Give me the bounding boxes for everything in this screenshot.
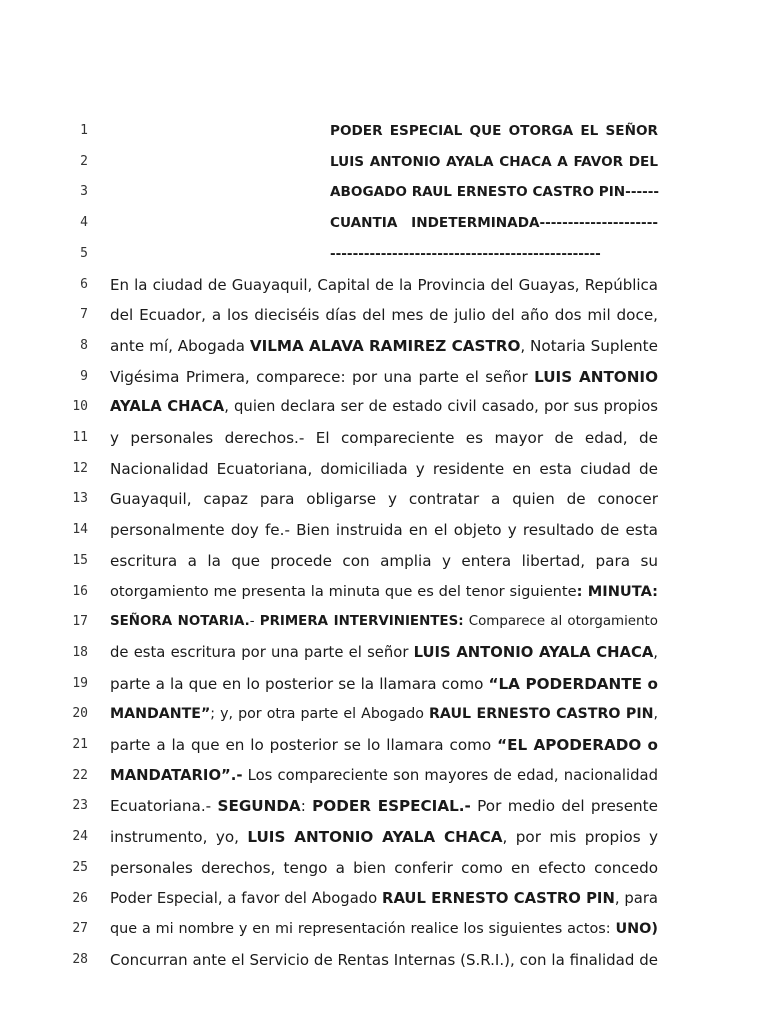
title-line: ------------------------------------------------ <box>330 245 601 262</box>
body-line <box>110 427 658 449</box>
text-run: : <box>300 797 313 816</box>
line-number: 3 <box>80 184 88 200</box>
document-line <box>0 761 768 792</box>
bold-text: SEÑORA NOTARIA. <box>110 614 250 630</box>
line-number: 22 <box>72 767 88 783</box>
document-line <box>0 270 768 301</box>
body-line <box>110 611 658 633</box>
line-number: 17 <box>72 614 88 630</box>
body-line <box>110 488 658 510</box>
body-line <box>110 857 658 879</box>
text-run: instrumento, yo, <box>110 828 248 847</box>
text-run: , quien declara ser de estado civil casado, por sus propios <box>224 398 658 416</box>
line-number: 15 <box>72 552 88 568</box>
line-number: 20 <box>72 706 88 722</box>
line-number: 16 <box>72 583 88 599</box>
line-number: 18 <box>72 644 88 660</box>
document-line <box>0 822 768 853</box>
body-line <box>110 366 658 388</box>
text-run: y personales derechos.- El compareciente es mayor de edad, de <box>110 429 658 447</box>
line-number: 12 <box>72 460 88 476</box>
document-line <box>0 423 768 454</box>
line-number: 13 <box>72 491 88 507</box>
line-number: 27 <box>72 921 88 937</box>
text-run: parte a la que en lo posterior se la llamara como <box>110 674 489 693</box>
bold-text: MANDATARIO”.- <box>110 766 243 784</box>
document-line <box>0 730 768 761</box>
text-run: Poder Especial, a favor del Abogado <box>110 889 383 907</box>
line-number: 26 <box>72 890 88 906</box>
document-line <box>0 147 768 178</box>
document-line <box>0 853 768 884</box>
text-run: Guayaquil, capaz para obligarse y contratar a quien de conocer <box>110 490 658 509</box>
body-line <box>110 335 658 357</box>
line-number: 28 <box>72 951 88 967</box>
document-line <box>0 546 768 577</box>
body-line <box>110 826 658 848</box>
document-line <box>0 515 768 546</box>
line-number: 7 <box>80 307 88 323</box>
text-run: del Ecuador, a los dieciséis días del mes de julio del año dos mil doce, <box>110 306 658 325</box>
body-line <box>110 519 658 541</box>
title-line: CUANTIA INDETERMINADA--------------------- <box>330 215 658 232</box>
line-number: 10 <box>72 399 88 415</box>
bold-text: PRIMERA INTERVINIENTES: <box>259 614 464 630</box>
bold-text: : MINUTA: <box>576 582 658 600</box>
line-number: 5 <box>80 245 88 261</box>
line-number: 9 <box>80 368 88 384</box>
document-line <box>0 300 768 331</box>
body-line <box>110 304 658 326</box>
bold-text: “EL APODERADO o <box>497 736 658 754</box>
text-run: ; y, por otra parte el Abogado <box>210 706 429 723</box>
line-number: 14 <box>72 522 88 538</box>
bold-text: LUIS ANTONIO AYALA CHACA <box>413 643 654 661</box>
text-run: Nacionalidad Ecuatoriana, domiciliada y residente en esta ciudad de <box>110 459 658 478</box>
line-number: 19 <box>72 675 88 691</box>
line-number: 8 <box>80 337 88 353</box>
text-run: , Notaria Suplente <box>520 336 658 355</box>
title-line: ABOGADO RAUL ERNESTO CASTRO PIN------ <box>330 184 660 201</box>
text-run: , <box>653 643 658 661</box>
body-line <box>110 765 658 787</box>
line-number: 1 <box>80 123 88 138</box>
document-line <box>0 791 768 822</box>
body-line <box>110 550 658 572</box>
body-line <box>110 795 658 817</box>
line-number: 24 <box>72 829 88 845</box>
text-run: Concurran ante el Servicio de Rentas Internas (S.R.I.), con la finalidad de <box>110 950 658 969</box>
line-number: 6 <box>80 276 88 292</box>
text-run: , por mis propios y <box>502 828 658 847</box>
text-run: Por medio del presente <box>470 797 658 816</box>
text-run: Comparece al otorgamiento <box>463 614 658 630</box>
text-run: personalmente doy fe.- Bien instruida en el objeto y resultado de esta <box>110 521 658 540</box>
document-line <box>0 239 768 270</box>
document-line <box>0 914 768 945</box>
document-line <box>0 116 768 147</box>
document-line <box>0 945 768 976</box>
bold-text: PODER ESPECIAL.- <box>312 797 471 816</box>
bold-text: RAUL ERNESTO CASTRO PIN <box>382 889 615 907</box>
bold-text: SEGUNDA <box>217 797 301 816</box>
document-line <box>0 484 768 515</box>
document-line <box>0 392 768 423</box>
text-run: , para <box>614 889 658 907</box>
document-line <box>0 331 768 362</box>
line-number: 23 <box>72 798 88 814</box>
text-run: En la ciudad de Guayaquil, Capital de la Provincia del Guayas, República <box>110 275 658 294</box>
line-number: 21 <box>72 737 88 752</box>
text-run: escritura a la que procede con amplia y entera libertad, para su <box>110 551 658 570</box>
bold-text: “LA PODERDANTE o <box>488 674 658 693</box>
body-line <box>110 949 658 971</box>
text-run: , <box>653 706 658 723</box>
line-number: 2 <box>80 153 88 169</box>
text-run: - <box>249 614 260 630</box>
document-line <box>0 638 768 669</box>
text-run: que a mi nombre y en mi representación realice los siguientes actos: <box>110 921 616 938</box>
document-line <box>0 454 768 485</box>
bold-text: LUIS ANTONIO AYALA CHACA <box>247 828 503 847</box>
text-run: otorgamiento me presenta la minuta que es del tenor siguiente <box>110 582 577 600</box>
document-line <box>0 607 768 638</box>
text-run: Los compareciente son mayores de edad, nacionalidad <box>242 766 658 784</box>
title-line: PODER ESPECIAL QUE OTORGA EL SEÑOR <box>330 123 658 139</box>
body-line <box>110 918 658 940</box>
bold-text: LUIS ANTONIO <box>534 367 658 386</box>
document-line <box>0 669 768 700</box>
document-line <box>0 577 768 608</box>
document-line <box>0 362 768 393</box>
body-line <box>110 642 658 664</box>
body-line <box>110 673 658 695</box>
text-run: personales derechos, tengo a bien conferir como en efecto concedo <box>110 858 658 877</box>
body-line <box>110 274 658 296</box>
body-line <box>110 396 658 418</box>
line-number: 25 <box>72 859 88 875</box>
text-run: Vigésima Primera, comparece: por una parte el señor <box>110 367 535 386</box>
document-line <box>0 699 768 730</box>
text-run: ante mí, Abogada <box>110 336 250 355</box>
text-run: parte a la que en lo posterior se lo llamara como <box>110 736 498 754</box>
bold-text: RAUL ERNESTO CASTRO PIN <box>429 706 654 723</box>
document-line <box>0 177 768 208</box>
bold-text: UNO) <box>615 921 658 938</box>
body-line <box>110 888 658 910</box>
text-run: de esta escritura por una parte el señor <box>110 643 414 661</box>
bold-text: VILMA ALAVA RAMIREZ CASTRO <box>249 336 521 355</box>
title-line: LUIS ANTONIO AYALA CHACA A FAVOR DEL <box>330 153 658 170</box>
line-number: 11 <box>72 430 88 445</box>
bold-text: AYALA CHACA <box>110 398 225 416</box>
line-number: 4 <box>80 215 88 231</box>
document-line <box>0 208 768 239</box>
bold-text: MANDANTE” <box>110 706 211 723</box>
body-line <box>110 581 658 603</box>
text-run: Ecuatoriana.- <box>110 797 218 816</box>
body-line <box>110 458 658 480</box>
document-line <box>0 884 768 915</box>
body-line <box>110 734 658 756</box>
body-line <box>110 703 658 725</box>
